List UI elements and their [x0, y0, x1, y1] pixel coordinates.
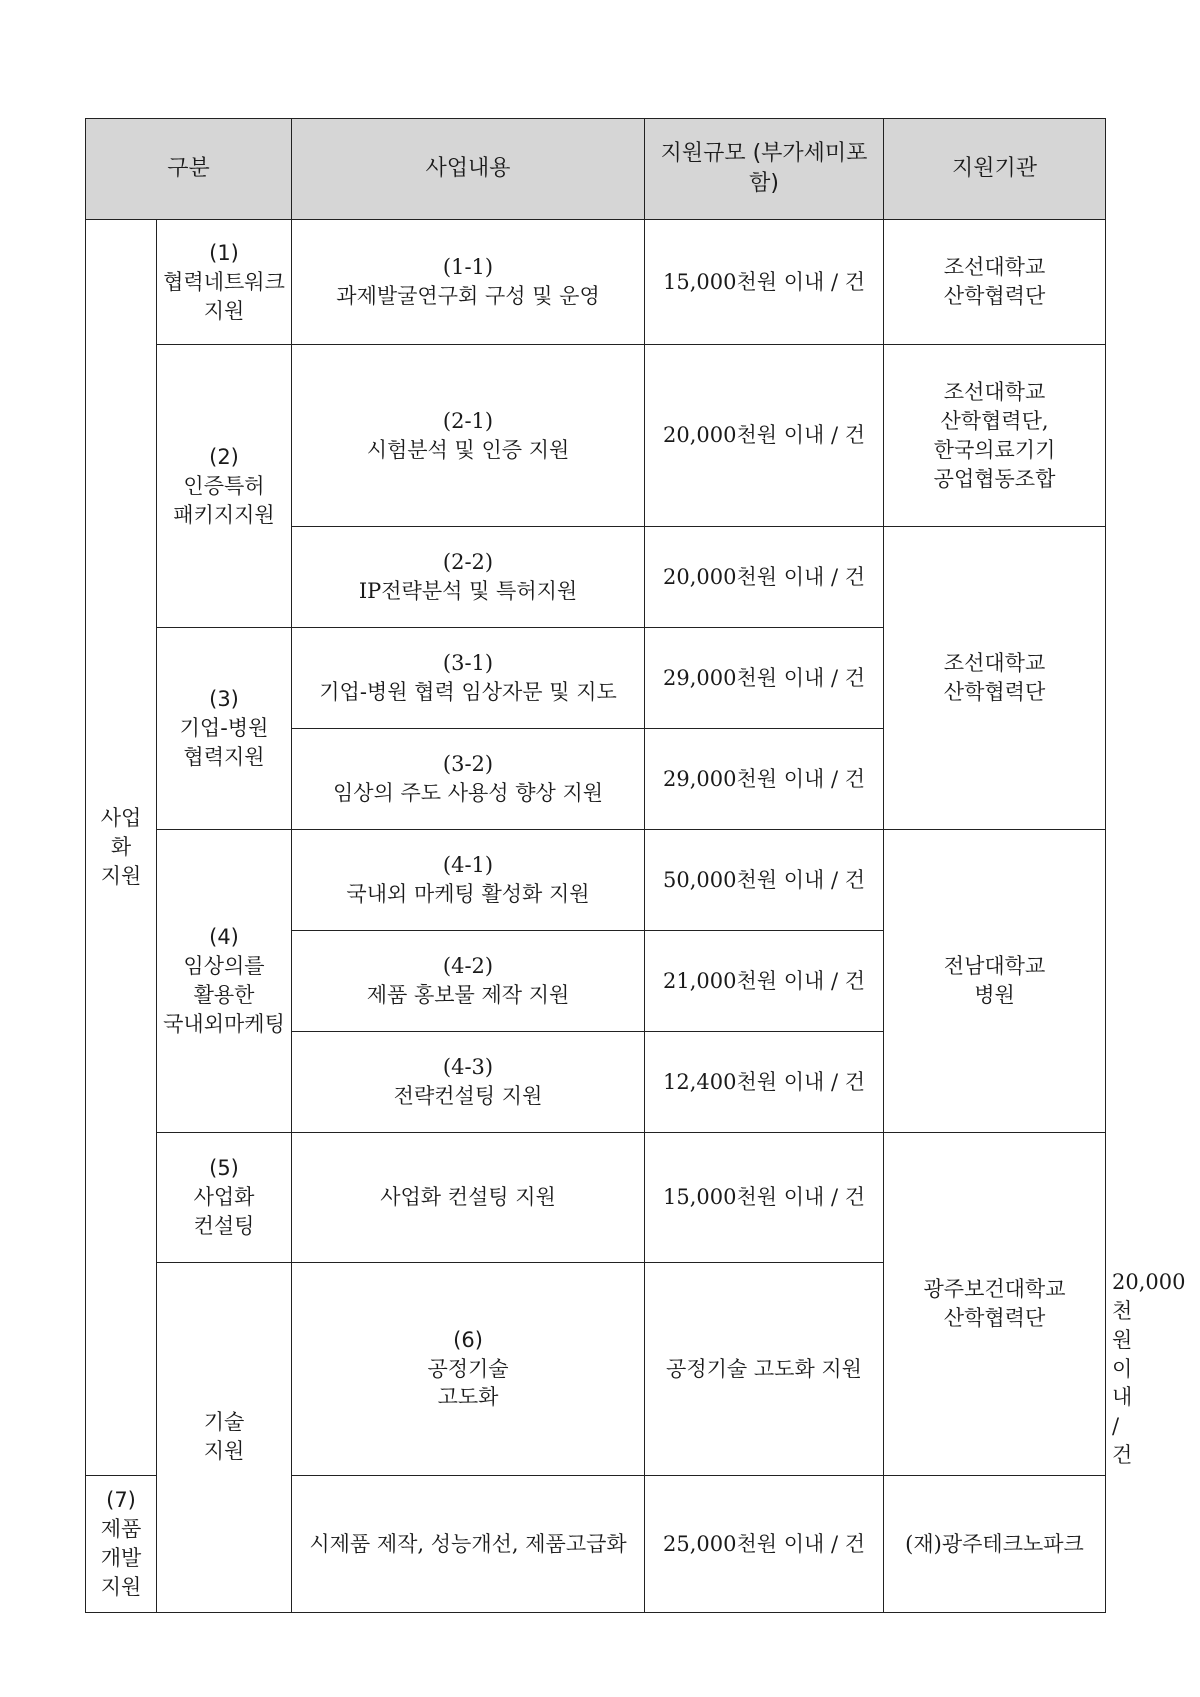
category-1: (1) 협력네트워크 지원: [157, 220, 292, 345]
content-7: 시제품 제작, 성능개선, 제품고급화: [292, 1476, 645, 1613]
header-agency: 지원기관: [884, 119, 1106, 220]
agency-3: 조선대학교 산학협력단: [884, 527, 1106, 830]
group-technology: 기술 지원: [157, 1262, 292, 1612]
content-5: 사업화 컨설팅 지원: [292, 1133, 645, 1262]
header-content: 사업내용: [292, 119, 645, 220]
content-3-2: (3-2) 임상의 주도 사용성 향상 지원: [292, 729, 645, 830]
category-4: (4) 임상의를 활용한 국내외마케팅: [157, 830, 292, 1133]
agency-2: 조선대학교 산학협력단, 한국의료기기 공업협동조합: [884, 345, 1106, 527]
content-1-1: (1-1) 과제발굴연구회 구성 및 운영: [292, 220, 645, 345]
category-3: (3) 기업-병원 협력지원: [157, 628, 292, 830]
category-7: (7) 제품 개발지원: [86, 1476, 157, 1613]
header-scale: 지원규모 (부가세미포함): [645, 119, 884, 220]
table-row: [86, 830, 1106, 931]
amount-2-2: 20,000천원 이내 / 건: [645, 527, 884, 628]
table-header-row: [86, 119, 1106, 220]
amount-4-2: 21,000천원 이내 / 건: [645, 931, 884, 1032]
category-5: (5) 사업화 컨설팅: [157, 1133, 292, 1262]
content-6: 공정기술 고도화 지원: [645, 1262, 884, 1476]
amount-4-3: 12,400천원 이내 / 건: [645, 1032, 884, 1133]
content-4-2: (4-2) 제품 홍보물 제작 지원: [292, 931, 645, 1032]
category-6: (6) 공정기술 고도화: [292, 1262, 645, 1476]
content-4-3: (4-3) 전략컨설팅 지원: [292, 1032, 645, 1133]
amount-1-1: 15,000천원 이내 / 건: [645, 220, 884, 345]
category-2: (2) 인증특허 패키지지원: [157, 345, 292, 628]
agency-6: (재)광주테크노파크: [884, 1476, 1106, 1613]
table-row: 기술 지원 (6) 공정기술 고도화 공정기술 고도화 지원 20,000천원 이내 / 건: [86, 1262, 1106, 1476]
group-commercialization: 사업화 지원: [86, 220, 157, 1476]
agency-5: 광주보건대학교 산학협력단: [884, 1133, 1106, 1476]
table-row: [86, 1133, 1106, 1262]
support-program-table: [85, 118, 1186, 1613]
amount-2-1: 20,000천원 이내 / 건: [645, 345, 884, 527]
amount-4-1: 50,000천원 이내 / 건: [645, 830, 884, 931]
amount-7: 25,000천원 이내 / 건: [645, 1476, 884, 1613]
header-division: 구분: [86, 119, 292, 220]
amount-3-2: 29,000천원 이내 / 건: [645, 729, 884, 830]
agency-1: 조선대학교 산학협력단: [884, 220, 1106, 345]
amount-5: 15,000천원 이내 / 건: [645, 1133, 884, 1262]
content-4-1: (4-1) 국내외 마케팅 활성화 지원: [292, 830, 645, 931]
table-row: [86, 220, 1106, 345]
agency-4: 전남대학교 병원: [884, 830, 1106, 1133]
amount-3-1: 29,000천원 이내 / 건: [645, 628, 884, 729]
content-3-1: (3-1) 기업-병원 협력 임상자문 및 지도: [292, 628, 645, 729]
table-row: [86, 345, 1106, 527]
content-2-2: (2-2) IP전략분석 및 특허지원: [292, 527, 645, 628]
content-2-1: (2-1) 시험분석 및 인증 지원: [292, 345, 645, 527]
